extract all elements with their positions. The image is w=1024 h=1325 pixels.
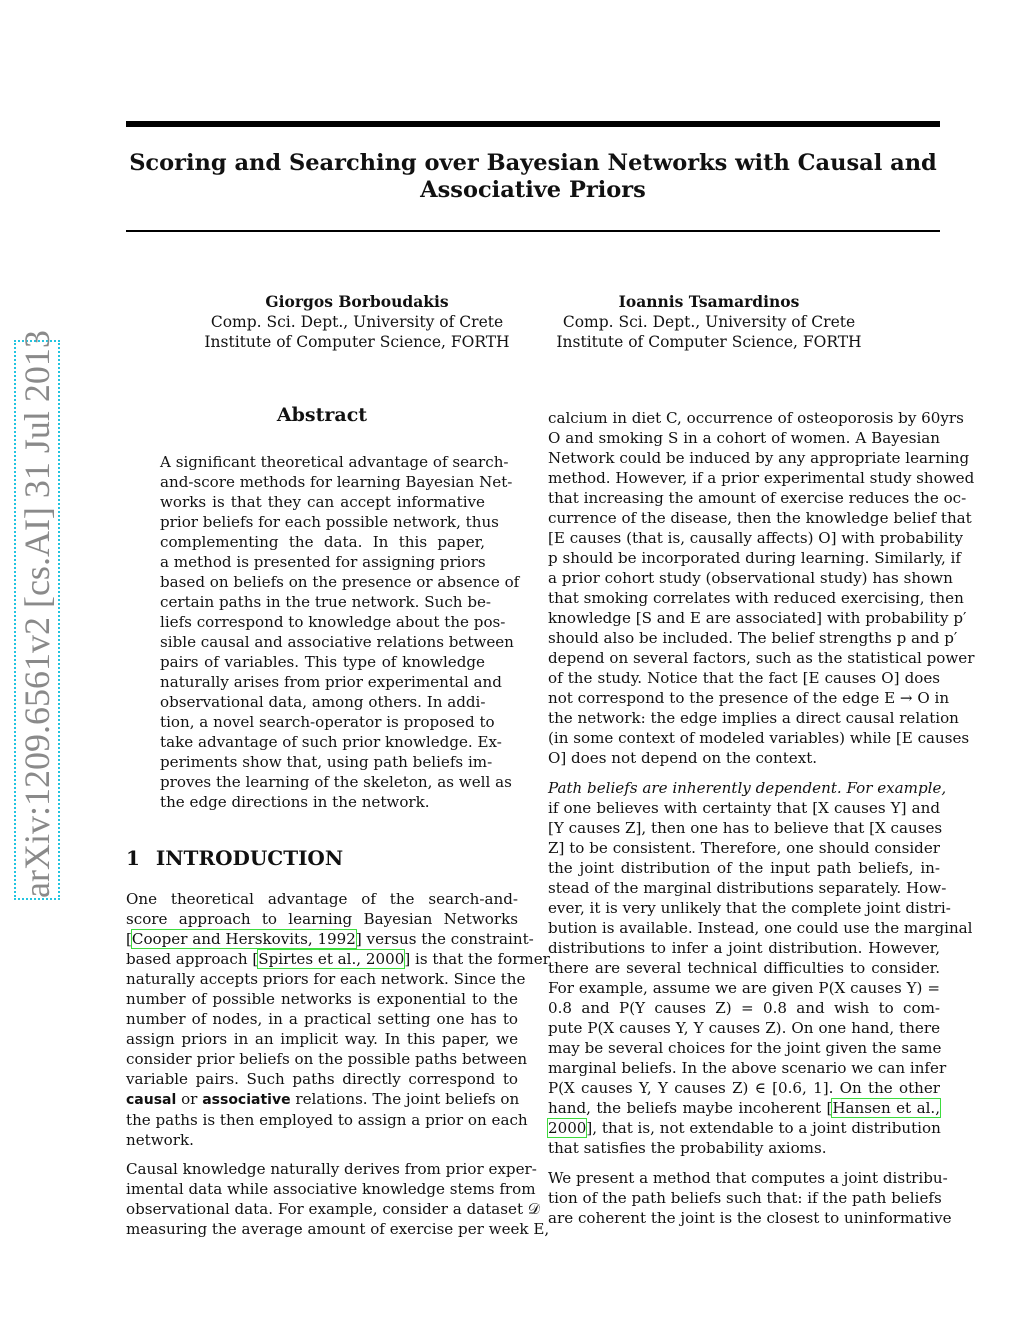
text-line: O and smoking S in a cohort of women. A Bayesian [548,429,940,447]
title-line-1: Scoring and Searching over Bayesian Networks with Causal and [129,150,937,176]
text-line: that increasing the amount of exercise reduces the oc- [548,489,967,507]
author-name: Ioannis Tsamardinos [618,292,800,311]
text-line [548,1118,940,1138]
title-line-2: Associative Priors [420,177,646,203]
section-title: INTRODUCTION [155,846,344,870]
abstract-line: pairs of variables. This type of knowledge [160,653,485,671]
text-line: pute P(X causes Y, Y causes Z). On one hand, there [548,1019,940,1037]
text-line: not correspond to the presence of the edge E → O in [548,689,950,707]
text-line: P(X causes Y, Y causes Z) ∈ [0.6, 1]. On the other [548,1079,940,1097]
section-heading-introduction [126,846,359,870]
title-bottom-rule [126,230,940,232]
author-institution: Institute of Computer Science, FORTH [204,333,510,351]
text-fragment: ] is that the former [404,950,550,968]
abstract-line: the edge directions in the network. [160,793,430,811]
abstract-line: proves the learning of the skeleton, as well as [160,773,512,791]
text-line: Z] to be consistent. Therefore, one should consider [548,839,940,857]
arxiv-stamp[interactable]: arXiv:1209.6561v2 [cs.AI] 31 Jul 2013 [14,340,60,900]
text-line: are coherent the joint is the closest to uninformative [548,1209,952,1227]
abstract-line: A significant theoretical advantage of search- [160,453,509,471]
abstract-line: a method is presented for assigning priors [160,553,486,571]
text-line: We present a method that computes a joint distribu- [548,1169,948,1187]
text-line: Path beliefs are inherently dependent. For example, [548,779,947,797]
text-line: One theoretical advantage of the search-and- [126,890,518,908]
abstract-heading: Abstract [276,404,368,426]
text-line: calcium in diet C, occurrence of osteoporosis by 60yrs [548,409,964,427]
text-line: depend on several factors, such as the statistical power [548,649,975,667]
text-line: should also be included. The belief strengths p and p′ [548,629,958,647]
intro-paragraph-1 [126,889,550,1150]
text-line: that satisfies the probability axioms. [548,1139,827,1157]
bold-term: causal [126,1092,177,1108]
abstract-line: tion, a novel search-operator is proposed to [160,713,495,731]
abstract-line: works is that they can accept informative [160,493,485,511]
text-line: bution is available. Instead, one could use the marginal [548,919,973,937]
abstract-line: periments show that, using path beliefs im- [160,753,493,771]
text-line: [Y causes Z], then one has to believe that [X causes [548,819,943,837]
citation-link[interactable]: Cooper and Herskovits, 1992 [131,930,356,948]
text-line: consider prior beliefs on the possible paths between [126,1050,528,1068]
text-fragment: based approach [ [126,950,259,968]
citation-link[interactable]: Spirtes et al., 2000 [258,950,405,968]
abstract-body [160,452,520,812]
text-line: 0.8 and P(Y causes Z) = 0.8 and wish to com- [548,999,940,1017]
text-line: a prior cohort study (observational study) has shown [548,569,953,587]
title-top-rule [126,121,940,127]
text-line: observational data. For example, consider a dataset 𝒟 [126,1200,540,1218]
citation-link[interactable]: Hansen et al., [832,1099,940,1117]
right-paragraph-3 [548,1168,952,1228]
abstract-line: observational data, among others. In addi- [160,693,486,711]
text-line: method. However, if a prior experimental study showed [548,469,975,487]
text-line: the network: the edge implies a direct causal relation [548,709,959,727]
text-line: may be several choices for the joint given the same [548,1039,942,1057]
text-line [126,949,550,969]
paper-title [126,150,940,204]
text-line: O] does not depend on the context. [548,749,818,767]
right-paragraph-2 [548,778,973,1158]
abstract-line: certain paths in the true network. Such be- [160,593,492,611]
abstract-line: naturally arises from prior experimental and [160,673,502,691]
abstract-line: liefs correspond to knowledge about the pos- [160,613,506,631]
abstract-line: sible causal and associative relations between [160,633,514,651]
author-institution: Institute of Computer Science, FORTH [556,333,862,351]
text-fragment: hand, the beliefs maybe incoherent [ [548,1099,833,1117]
section-number: 1 [126,846,140,870]
text-line: score approach to learning Bayesian Networks [126,910,518,928]
text-line: marginal beliefs. In the above scenario we can infer [548,1059,947,1077]
text-line: Network could be induced by any appropriate learning [548,449,970,467]
text-line: number of nodes, in a practical setting one has to [126,1010,518,1028]
text-line: p should be incorporated during learning. Similarly, if [548,549,961,567]
text-line: that smoking correlates with reduced exercising, then [548,589,964,607]
text-line: variable pairs. Such paths directly correspond to [126,1070,518,1088]
text-line: Causal knowledge naturally derives from prior exper- [126,1160,537,1178]
bold-term: associative [202,1092,291,1108]
text-line: network. [126,1131,194,1149]
author-name: Giorgos Borboudakis [265,292,449,311]
text-line: imental data while associative knowledge stems from [126,1180,536,1198]
right-paragraph-1 [548,408,975,768]
text-line: distributions to infer a joint distribution. However, [548,939,940,957]
text-fragment: ], that is, not extendable to a joint distribution [586,1119,941,1137]
text-line: For example, assume we are given P(X causes Y) = [548,979,940,997]
text-line: [Cooper and Herskovits, 1992] versus the constraint- [126,930,534,948]
text-fragment: or [176,1090,203,1108]
text-line: of the study. Notice that the fact [E causes O] does [548,669,940,687]
text-line: tion of the path beliefs such that: if the path beliefs [548,1189,942,1207]
author-dept: Comp. Sci. Dept., University of Crete [562,313,856,331]
text-line [548,1098,940,1118]
text-line: the joint distribution of the input path beliefs, in- [548,859,940,877]
citation-link[interactable]: 2000 [548,1119,587,1137]
text-line: measuring the average amount of exercise per week E, [126,1220,550,1238]
text-line: (in some context of modeled variables) while [E causes [548,729,970,747]
text-line: currence of the disease, then the knowledge belief that [548,509,972,527]
text-line: the paths is then employed to assign a prior on each [126,1111,528,1129]
author-block-2 [519,292,899,352]
text-line: stead of the marginal distributions separately. How- [548,879,947,897]
text-line: knowledge [S and E are associated] with probability p′ [548,609,967,627]
abstract-line: prior beliefs for each possible network, thus [160,513,499,531]
abstract-line: based on beliefs on the presence or absence of [160,573,520,591]
text-line: number of possible networks is exponential to the [126,990,518,1008]
abstract-line: take advantage of such prior knowledge. Ex- [160,733,502,751]
abstract-line: and-score methods for learning Bayesian Net- [160,473,513,491]
text-fragment: ] versus the constraint- [355,930,534,948]
text-line: assign priors in an implicit way. In this paper, we [126,1030,518,1048]
text-fragment: relations. The joint beliefs on [290,1090,520,1108]
text-line: [E causes (that is, causally affects) O] with probability [548,529,964,547]
author-dept: Comp. Sci. Dept., University of Crete [210,313,504,331]
text-line: ever, it is very unlikely that the complete joint distri- [548,899,951,917]
text-line: if one believes with certainty that [X causes Y] and [548,799,940,817]
text-line: there are several technical difficulties to consider. [548,959,940,977]
author-block-1 [167,292,547,352]
intro-paragraph-2 [126,1159,550,1239]
text-line [126,1089,518,1110]
abstract-line: complementing the data. In this paper, [160,533,485,551]
text-line: naturally accepts priors for each network. Since the [126,970,526,988]
